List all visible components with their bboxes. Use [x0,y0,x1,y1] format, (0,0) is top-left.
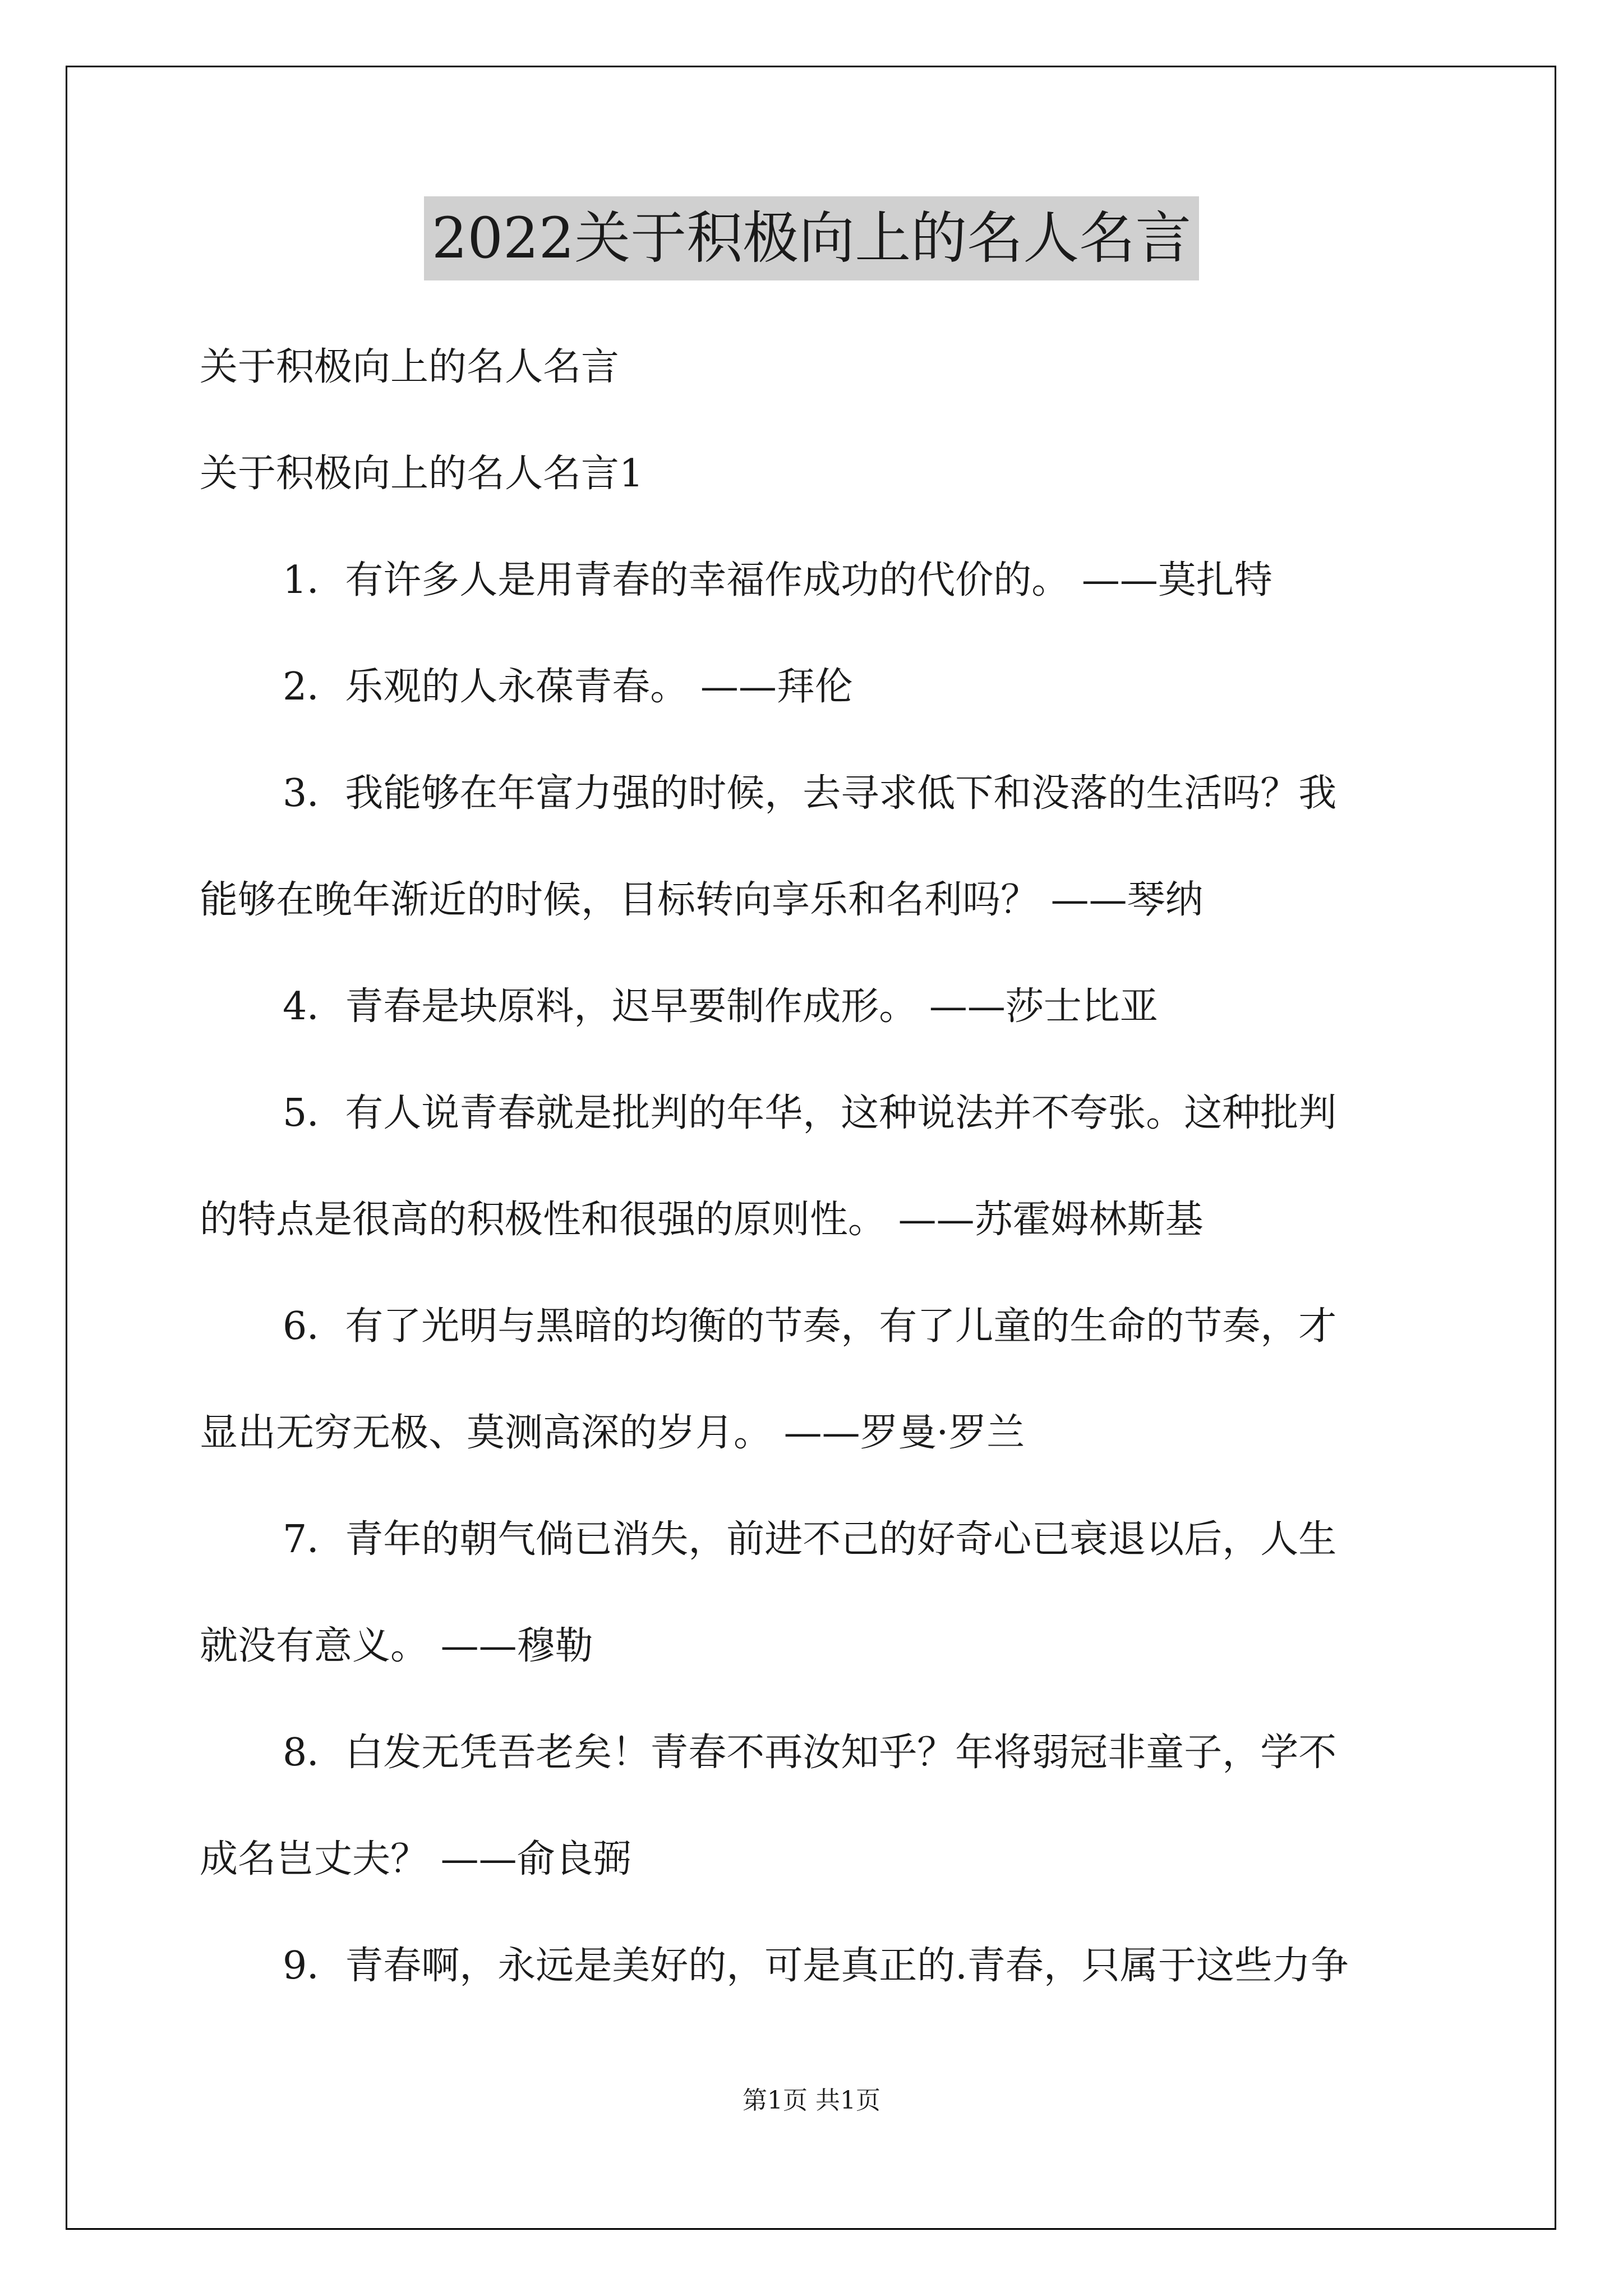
quote-line: 3．我能够在年富力强的时候，去寻求低下和没落的生活吗？我 [283,771,1337,816]
quote-line: 7．青年的朝气倘已消失，前进不己的好奇心已衰退以后，人生 [283,1517,1337,1562]
document-subtitle: 关于积极向上的名人名言 [200,345,620,389]
quote-line: 5．有人说青春就是批判的年华，这种说法并不夸张。这种批判 [283,1091,1337,1135]
quote-line: 8．白发无凭吾老矣！青春不再汝知乎？年将弱冠非童子，学不 [283,1731,1337,1775]
document-title-text: 2022关于积极向上的名人名言 [424,196,1200,280]
quote-line: 9．青春啊，永远是美好的，可是真正的.青春，只属于这些力争 [283,1944,1349,1988]
quote-line: 6．有了光明与黑暗的均衡的节奏，有了儿童的生命的节奏，才 [283,1304,1337,1349]
quote-line: 1．有许多人是用青春的幸福作成功的代价的。 ——莫扎特 [283,558,1272,602]
quote-line: 2．乐观的人永葆青春。 ——拜伦 [283,665,853,709]
document-body [200,314,1433,2019]
quote-line: 4．青春是块原料，迟早要制作成形。 ——莎士比亚 [283,984,1158,1029]
page-footer [0,2084,1623,2118]
quote-line: 成名岂丈夫？ ——俞良弼 [200,1837,631,1881]
quote-line: 的特点是很高的积极性和很强的原则性。 ——苏霍姆林斯基 [200,1198,1204,1242]
quote-line: 显出无穷无极、莫测高深的岁月。 ——罗曼·罗兰 [200,1411,1025,1455]
document-title [0,196,1623,280]
quote-line: 就没有意义。 ——穆勒 [200,1624,593,1668]
page-number: 第1页 共1页 [743,2086,880,2115]
quote-line: 能够在晚年渐近的时候，目标转向享乐和名利吗？ ——琴纳 [200,878,1204,922]
section-heading: 关于积极向上的名人名言1 [200,452,644,496]
